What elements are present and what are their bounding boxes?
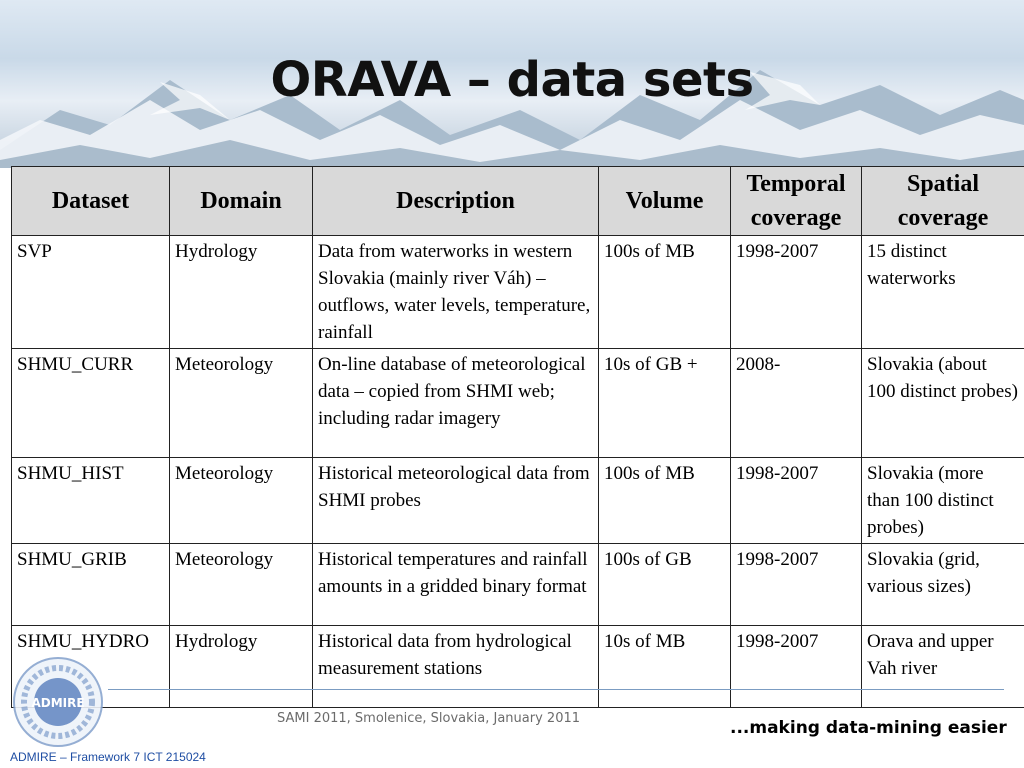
datasets-table (11, 166, 1024, 708)
header-domain: Domain (170, 167, 313, 236)
cell-domain: Hydrology (170, 236, 313, 349)
cell-spatial: 15 distinct waterworks (862, 236, 1024, 349)
cell-domain: Hydrology (170, 626, 313, 708)
cell-domain: Meteorology (170, 544, 313, 626)
admire-logo (12, 656, 104, 748)
table-row (12, 626, 1024, 708)
header-description: Description (313, 167, 599, 236)
cell-spatial: Slovakia (grid, various sizes) (862, 544, 1024, 626)
cell-temporal: 1998-2007 (731, 626, 862, 708)
cell-volume: 10s of MB (599, 626, 731, 708)
table-header-row (12, 167, 1024, 236)
header-spatial-coverage: Spatial coverage (862, 167, 1024, 236)
logo-text: ADMIRE (31, 696, 85, 710)
cell-temporal: 2008- (731, 349, 862, 458)
cell-volume: 100s of MB (599, 236, 731, 349)
cell-temporal: 1998-2007 (731, 458, 862, 544)
cell-dataset: SHMU_HYDRO (12, 626, 170, 708)
cell-description: Historical data from hydrological measurement stations (313, 626, 599, 708)
cell-spatial: Slovakia (more than 100 distinct probes) (862, 458, 1024, 544)
header-volume: Volume (599, 167, 731, 236)
cell-volume: 10s of GB + (599, 349, 731, 458)
cell-dataset: SHMU_CURR (12, 349, 170, 458)
footer-tagline: ...making data-mining easier (730, 718, 1007, 738)
cell-description: On-line database of meteorological data – copied from SHMI web; including radar imagery (313, 349, 599, 458)
cell-volume: 100s of GB (599, 544, 731, 626)
cell-spatial: Orava and upper Vah river (862, 626, 1024, 708)
footer-project: ADMIRE – Framework 7 ICT 215024 (10, 750, 206, 764)
cell-spatial: Slovakia (about 100 distinct probes) (862, 349, 1024, 458)
header-dataset: Dataset (12, 167, 170, 236)
table-row (12, 458, 1024, 544)
cell-domain: Meteorology (170, 458, 313, 544)
table-row (12, 236, 1024, 349)
cell-dataset: SHMU_GRIB (12, 544, 170, 626)
cell-dataset: SHMU_HIST (12, 458, 170, 544)
footer-event: SAMI 2011, Smolenice, Slovakia, January 2011 (277, 711, 581, 726)
cell-description: Historical meteorological data from SHMI probes (313, 458, 599, 544)
cell-volume: 100s of MB (599, 458, 731, 544)
cell-domain: Meteorology (170, 349, 313, 458)
table-row (12, 544, 1024, 626)
cell-description: Historical temperatures and rainfall amounts in a gridded binary format (313, 544, 599, 626)
slide-title: ORAVA – data sets (270, 52, 754, 108)
footer-divider (108, 689, 1004, 690)
header-temporal-coverage: Temporal coverage (731, 167, 862, 236)
cell-temporal: 1998-2007 (731, 236, 862, 349)
cell-temporal: 1998-2007 (731, 544, 862, 626)
table-row (12, 349, 1024, 458)
cell-description: Data from waterworks in western Slovakia (mainly river Váh) – outflows, water levels, temperature, rainfall (313, 236, 599, 349)
cell-dataset: SVP (12, 236, 170, 349)
